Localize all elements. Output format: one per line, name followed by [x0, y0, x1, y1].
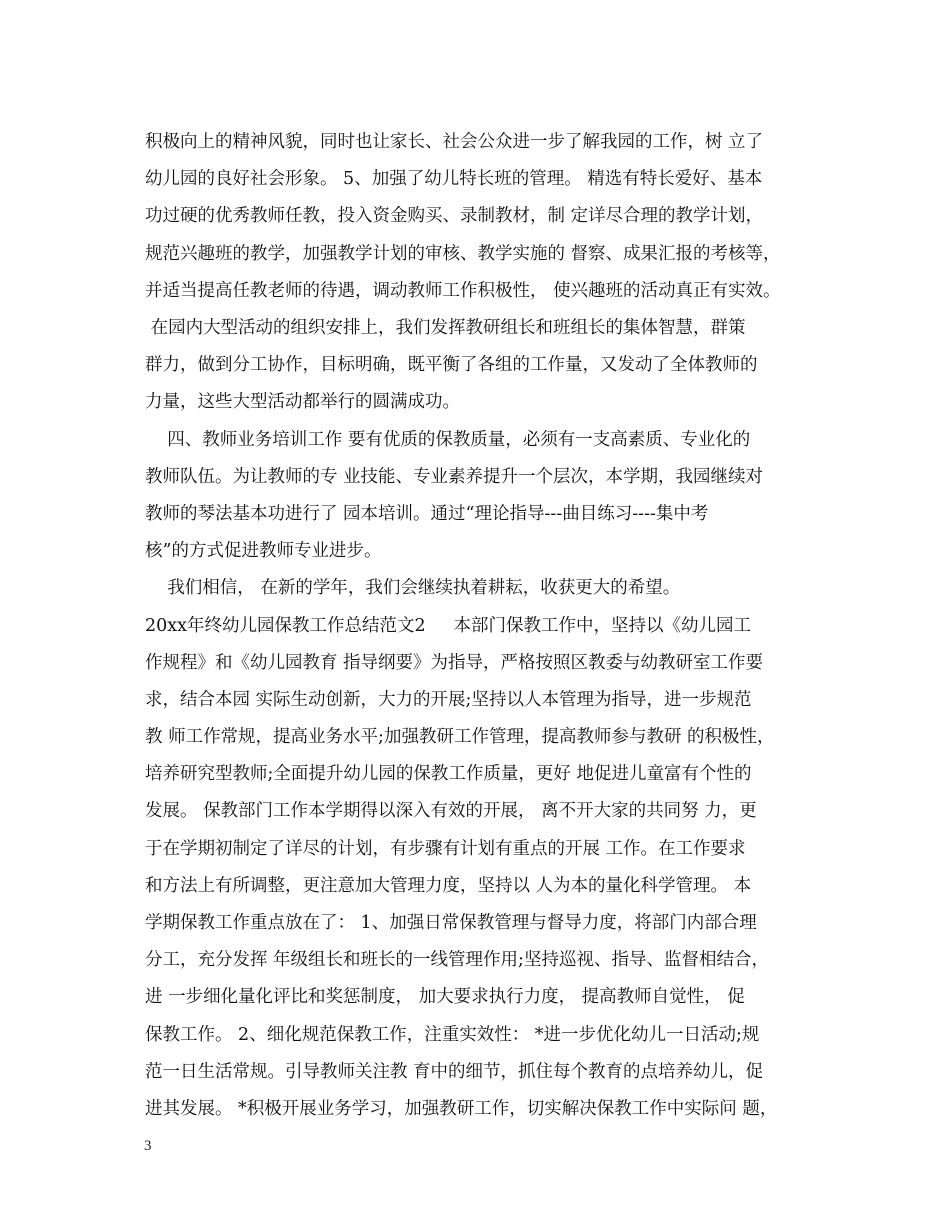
text-line-17: 教 师工作常规，提高业务水平;加强教研工作管理，提高教师参与教研 的积极性， — [145, 727, 775, 747]
text-line-15: 作规程》和《幼儿园教育 指导纲要》为指导，严格按照区教委与幼教研室工作要 — [145, 653, 764, 673]
text-line-8: 力量，这些大型活动都举行的圆满成功。 — [145, 392, 460, 412]
text-line-16: 求，结合本园 实际生动创新，大力的开展;坚持以人本管理为指导，进一步规范 — [145, 690, 752, 710]
text-line-20: 于在学期初制定了详尽的计划，有步骤有计划有重点的开展 工作。在工作要求 — [145, 839, 746, 859]
text-line-22: 学期保教工作重点放在了： 1、加强日常保教管理与督导力度，将部门内部合理 — [145, 913, 757, 933]
text-line-2: 幼儿园的良好社会形象。 5、加强了幼儿特长班的管理。 精选有特长爱好、基本 — [145, 169, 763, 189]
text-line-7: 群力，做到分工协作，目标明确，既平衡了各组的工作量，又发动了全体教师的 — [145, 355, 758, 375]
text-line-25: 保教工作。 2、细化规范保教工作，注重实效性： *进一步优化幼儿一日活动;规 — [145, 1025, 760, 1045]
text-line-11: 教师的琴法基本功进行了 园本培训。通过“理论指导---曲目练习----集中考 — [145, 504, 709, 524]
text-line-21: 和方法上有所调整，更注意加大管理力度，坚持以 人为本的量化科学管理。 本 — [145, 876, 752, 896]
text-line-14: 20xx年终幼儿园保教工作总结范文2 本部门保教工作中，坚持以《幼儿园工 — [145, 616, 751, 636]
text-line-24: 进 一步细化量化评比和奖惩制度， 加大要求执行力度， 提高教师自觉性， 促 — [145, 987, 745, 1007]
text-line-1: 积极向上的精神风貌，同时也让家长、社会公众进一步了解我园的工作，树 立了 — [145, 132, 764, 152]
text-line-4: 规范兴趣班的教学，加强教学计划的审核、教学实施的 督察、成果汇报的考核等， — [145, 244, 781, 264]
text-line-6: 在园内大型活动的组织安排上，我们发挥教研组长和班组长的集体智慧，群策 — [145, 318, 746, 338]
text-line-13: 我们相信， 在新的学年，我们会继续执着耕耘，收获更大的希望。 — [145, 578, 681, 598]
text-line-23: 分工，充分发挥 年级组长和班长的一线管理作用;坚持巡视、指导、监督相结合， — [145, 950, 769, 970]
text-line-19: 发展。 保教部门工作本学期得以深入有效的开展， 离不开大家的共同努 力，更 — [145, 801, 757, 821]
text-line-18: 培养研究型教师;全面提升幼儿园的保教工作质量，更好 地促进儿童富有个性的 — [145, 764, 752, 784]
text-line-27: 进其发展。 *积极开展业务学习，加强教研工作，切实解决保教工作中实际问 题， — [145, 1099, 778, 1119]
text-line-5: 并适当提高任教老师的待遇，调动教师工作积极性， 使兴趣班的活动真正有实效。 — [145, 281, 781, 301]
page-number: 3 — [144, 1138, 152, 1154]
text-line-3: 功过硬的优秀教师任教，投入资金购买、录制教材，制 定详尽合理的教学计划， — [145, 206, 764, 226]
text-line-12: 核”的方式促进教师专业进步。 — [145, 541, 382, 561]
text-line-9: 四、教师业务培训工作 要有优质的保教质量，必须有一支高素质、专业化的 — [145, 430, 751, 450]
text-line-10: 教师队伍。为让教师的专 业技能、专业素养提升一个层次，本学期，我园继续对 — [145, 467, 764, 487]
text-line-26: 范一日生活常规。引导教师关注教 育中的细节，抓住每个教育的点培养幼儿，促 — [145, 1062, 764, 1082]
